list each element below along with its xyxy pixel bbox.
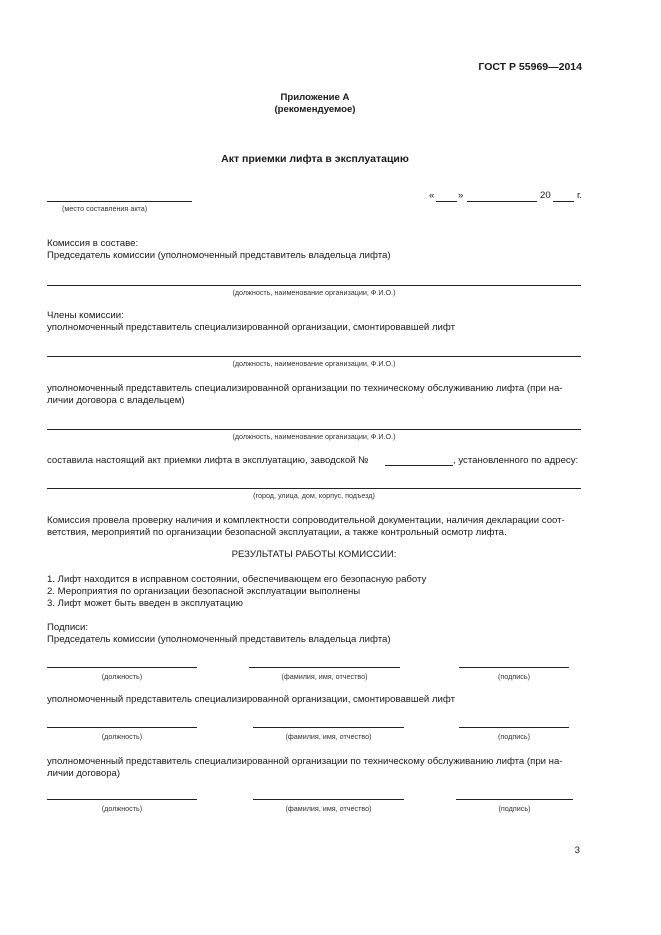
member2-name-caption: (фамилия, имя, отчество) — [285, 804, 372, 813]
date-year-line — [553, 201, 574, 202]
commission-label: Комиссия в составе: — [47, 238, 139, 249]
date-quote-open: « — [429, 190, 435, 201]
serial-number-line — [385, 465, 453, 466]
chair-name-caption: (фамилия, имя, отчество) — [281, 672, 368, 681]
chair-position-line — [47, 667, 197, 668]
member2-text-line2: личии договора с владельцем) — [47, 395, 185, 406]
check-text-line1: Комиссия провела проверку наличия и комплектности сопроводительной документации, наличия декларации соот- — [47, 515, 565, 526]
appendix-subtitle: (рекомендуемое) — [274, 104, 356, 115]
signatures-member2-line2: личии договора) — [47, 768, 121, 779]
chair-sign-line — [459, 667, 569, 668]
results-item-2: 2. Мероприятия по организации безопасной эксплуатации выполнены — [47, 586, 361, 597]
member2-name-line — [253, 799, 404, 800]
date-month-line — [467, 201, 537, 202]
results-item-3: 3. Лифт может быть введен в эксплуатацию — [47, 598, 243, 609]
chair-position-caption: (должность) — [101, 672, 143, 681]
chair-name-line — [249, 667, 400, 668]
member1-line — [47, 356, 581, 357]
member2-sign-line — [456, 799, 573, 800]
signatures-member2-line1: уполномоченный представитель специализированной организации по техническому обслуживанию лифта (при на- — [47, 756, 563, 767]
commission-chair: Председатель комиссии (уполномоченный представитель владельца лифта) — [47, 250, 391, 261]
signatures-label: Подписи: — [47, 622, 88, 633]
member2-text-line1: уполномоченный представитель специализированной организации по техническому обслуживанию лифта (при на- — [47, 383, 563, 394]
check-text-line2: ветствия, мероприятий по организации безопасной эксплуатации, а также контрольный осмотр лифта. — [47, 527, 507, 538]
date-day-line — [436, 201, 457, 202]
chair-sign-caption: (подпись) — [498, 672, 530, 681]
members-label: Члены комиссии: — [47, 310, 124, 321]
results-title: РЕЗУЛЬТАТЫ РАБОТЫ КОМИССИИ: — [231, 549, 397, 560]
place-caption: (место составления акта) — [62, 204, 148, 213]
page-number: 3 — [574, 845, 580, 856]
member2-position-caption: (должность) — [101, 804, 143, 813]
signatures-chair: Председатель комиссии (уполномоченный представитель владельца лифта) — [47, 634, 391, 645]
page-title: Акт приемки лифта в эксплуатацию — [221, 153, 409, 165]
act-text-prefix: составила настоящий акт приемки лифта в эксплуатацию, заводской № — [47, 455, 369, 466]
member1-name-line — [253, 727, 404, 728]
appendix-title: Приложение А — [280, 92, 350, 103]
member2-sign-caption: (подпись) — [498, 804, 531, 813]
member2-position-line — [47, 799, 197, 800]
member1-caption: (должность, наименование организации, Ф.И.О.) — [232, 359, 396, 368]
standard-code: ГОСТ Р 55969—2014 — [478, 61, 582, 73]
place-line — [47, 201, 192, 202]
member1-name-caption: (фамилия, имя, отчество) — [285, 732, 372, 741]
member1-position-line — [47, 727, 197, 728]
member1-sign-caption: (подпись) — [498, 732, 530, 741]
address-line — [47, 488, 581, 489]
member2-line — [47, 429, 581, 430]
chair-line — [47, 285, 581, 286]
date-year-suffix: г. — [577, 190, 582, 201]
date-quote-close: » — [458, 190, 464, 201]
act-text-suffix: , установленного по адресу: — [453, 455, 579, 466]
address-caption: (город, улица, дом, корпус, подъезд) — [253, 491, 375, 500]
member1-position-caption: (должность) — [101, 732, 143, 741]
signatures-member1: уполномоченный представитель специализированной организации, смонтировавшей лифт — [47, 694, 455, 705]
chair-caption: (должность, наименование организации, Ф.И.О.) — [232, 288, 396, 297]
results-item-1: 1. Лифт находится в исправном состоянии, обеспечивающем его безопасную работу — [47, 574, 427, 585]
member2-caption: (должность, наименование организации, Ф.И.О.) — [232, 432, 396, 441]
date-year-prefix: 20 — [540, 190, 551, 201]
member1-text: уполномоченный представитель специализированной организации, смонтировавшей лифт — [47, 322, 455, 333]
member1-sign-line — [459, 727, 569, 728]
